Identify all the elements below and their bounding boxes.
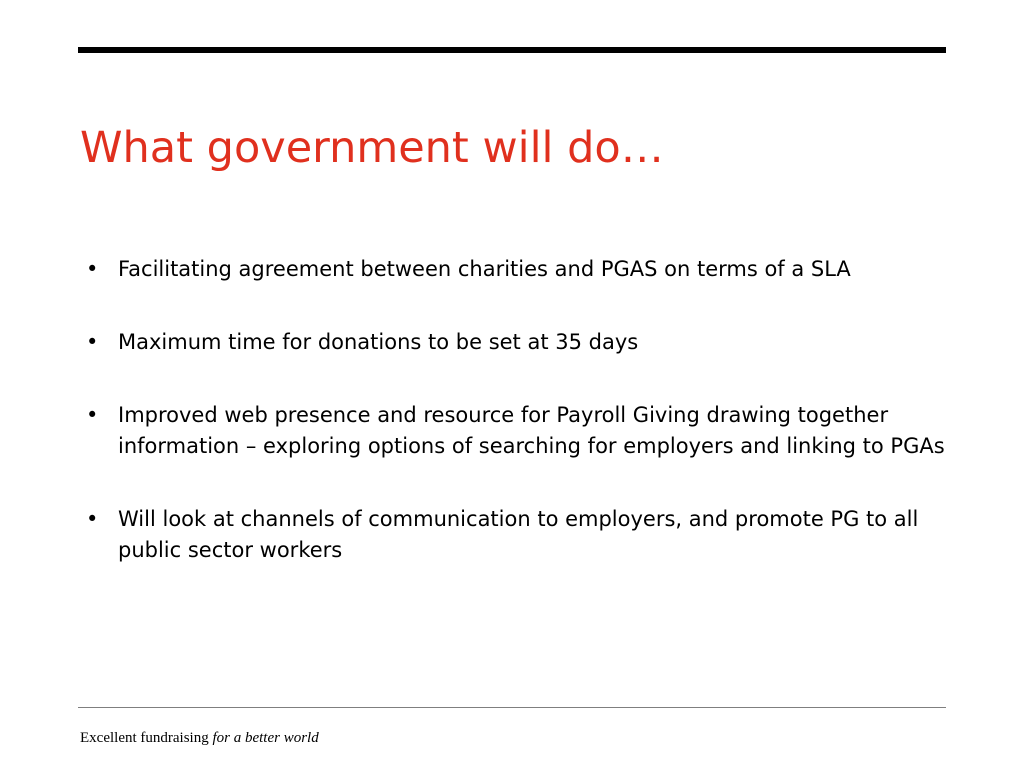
bullet-item-2 [80,327,950,358]
bullet-text: Improved web presence and resource for Payroll Giving drawing together information – exploring options of searching for employers and linking to PGAs [118,403,945,458]
footer-tagline [80,729,319,747]
bullet-list [80,254,950,608]
bullet-item-4 [80,504,950,566]
slide-title: What government will do… [80,123,664,173]
bullet-icon: • [86,257,99,281]
top-divider [78,47,946,53]
bullet-icon: • [86,330,99,354]
bottom-divider [78,707,946,708]
bullet-text: Facilitating agreement between charities and PGAS on terms of a SLA [118,257,851,281]
bullet-item-3 [80,400,950,462]
footer-text-regular: Excellent fundraising [80,730,209,746]
footer-text-italic: for a better world [212,730,319,746]
bullet-item-1 [80,254,950,285]
bullet-text: Will look at channels of communication to employers, and promote PG to all public sector workers [118,507,919,562]
bullet-icon: • [86,403,99,427]
bullet-icon: • [86,507,99,531]
bullet-text: Maximum time for donations to be set at 35 days [118,330,639,354]
